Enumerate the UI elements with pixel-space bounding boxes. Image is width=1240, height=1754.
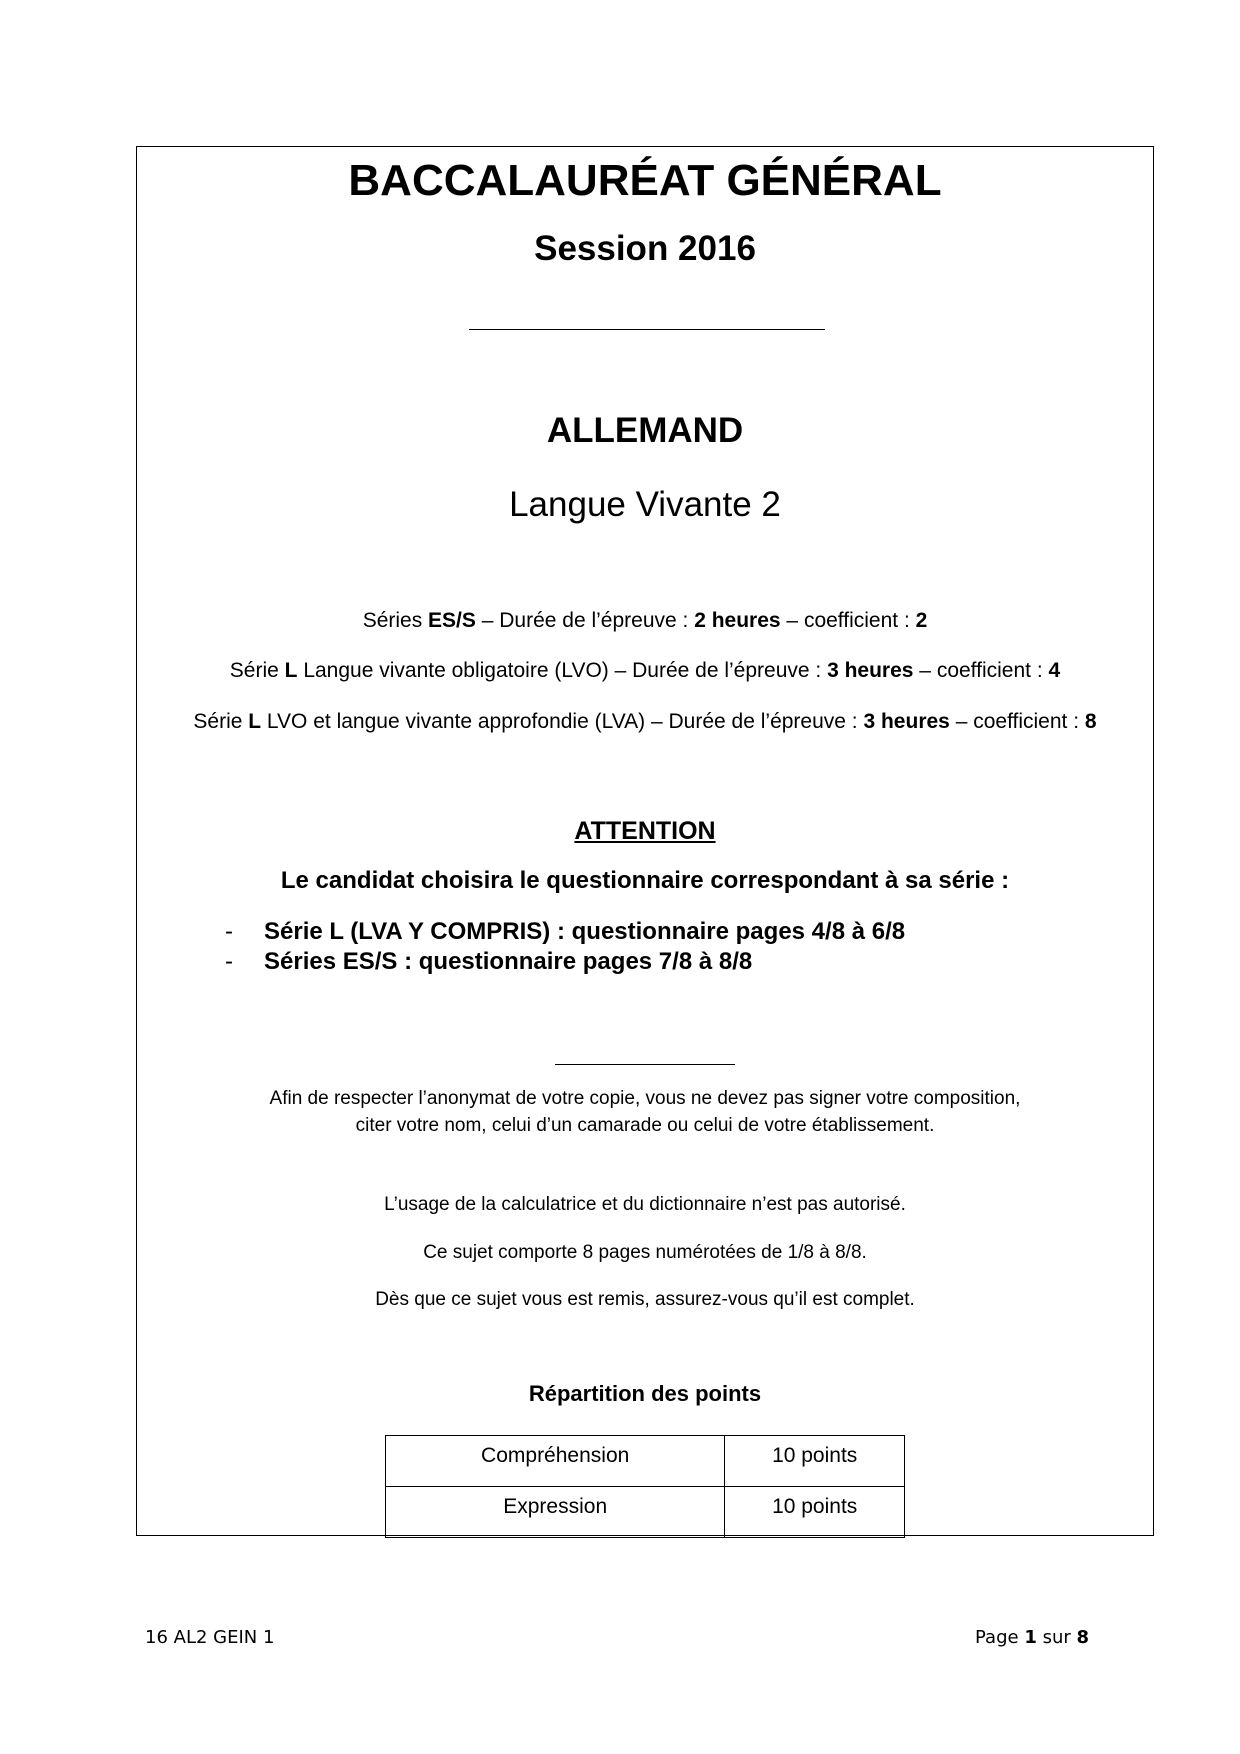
- series-duration: 3 heures: [863, 710, 950, 733]
- completeness-notice: Dès que ce sujet vous est remis, assurez-vous qu’il est complet.: [375, 1289, 915, 1310]
- footer-exam-code: 16 AL2 GEIN 1: [145, 1627, 275, 1648]
- page-count-notice: Ce sujet comporte 8 pages numérotées de 1/8 à 8/8.: [423, 1242, 867, 1263]
- session-label: Session 2016: [534, 229, 756, 268]
- exam-title: BACCALAURÉAT GÉNÉRAL: [348, 156, 942, 205]
- series-code: L: [284, 659, 298, 682]
- notice-line: citer votre nom, celui d’un camarade ou celui de votre établissement.: [355, 1115, 935, 1136]
- series-line-l-lvo: [137, 657, 1153, 685]
- attention-instruction: Le candidat choisira le questionnaire correspondant à sa série :: [280, 867, 1010, 894]
- anonymity-notice: [137, 1085, 1153, 1139]
- series-coefficient: 4: [1048, 659, 1061, 682]
- series-text: Série: [229, 659, 285, 682]
- series-duration: 2 heures: [694, 609, 781, 632]
- series-code: ES/S: [428, 609, 476, 632]
- series-coefficient: 8: [1084, 710, 1097, 733]
- cover-frame: [136, 146, 1154, 1536]
- page-total: 8: [1076, 1627, 1090, 1648]
- list-item: [225, 917, 905, 947]
- series-text: – coefficient :: [949, 710, 1085, 733]
- table-row: [386, 1487, 905, 1538]
- table-cell-value: 10 points: [725, 1436, 905, 1487]
- bullet-dash: -: [225, 948, 233, 975]
- series-text: LVO et langue vivante approfondie (LVA) – Durée de l’épreuve :: [261, 710, 864, 733]
- series-coefficient: 2: [915, 609, 928, 632]
- subject-name: ALLEMAND: [546, 411, 744, 450]
- notice-line: Afin de respecter l’anonymat de votre copie, vous ne devez pas signer votre composition,: [269, 1088, 1021, 1109]
- list-item: [225, 947, 905, 977]
- series-text: – Durée de l’épreuve :: [475, 609, 695, 632]
- page-mid: sur: [1036, 1627, 1077, 1648]
- list-item-text: Série L (LVA Y COMPRIS) : questionnaire pages 4/8 à 6/8: [264, 918, 906, 945]
- points-heading: Répartition des points: [528, 1381, 762, 1406]
- table-cell-value: 10 points: [725, 1487, 905, 1538]
- page-current: 1: [1024, 1627, 1037, 1648]
- series-duration: 3 heures: [827, 659, 914, 682]
- bullet-dash: -: [225, 918, 233, 945]
- series-text: Séries: [362, 609, 429, 632]
- footer-page-number: [975, 1626, 1089, 1650]
- table-row: [386, 1436, 905, 1487]
- calculator-notice: L’usage de la calculatrice et du dictionnaire n’est pas autorisé.: [384, 1194, 906, 1215]
- series-text: Langue vivante obligatoire (LVO) – Durée de l’épreuve :: [297, 659, 828, 682]
- attention-heading: ATTENTION: [574, 817, 716, 845]
- subject-level: Langue Vivante 2: [509, 485, 781, 524]
- list-item-text: Séries ES/S : questionnaire pages 7/8 à 8/8: [264, 948, 753, 975]
- points-table: [385, 1435, 905, 1538]
- series-line-l-lva: [137, 708, 1153, 736]
- series-code: L: [248, 710, 262, 733]
- separator-line-short: [555, 1064, 735, 1065]
- separator-line: [469, 329, 825, 330]
- table-cell-label: Expression: [386, 1487, 725, 1538]
- page-prefix: Page: [975, 1627, 1025, 1648]
- series-text: – coefficient :: [780, 609, 916, 632]
- series-text: – coefficient :: [913, 659, 1049, 682]
- series-line-es-s: [137, 607, 1153, 635]
- table-cell-label: Compréhension: [386, 1436, 725, 1487]
- series-text: Série: [193, 710, 249, 733]
- questionnaire-list: [225, 917, 905, 977]
